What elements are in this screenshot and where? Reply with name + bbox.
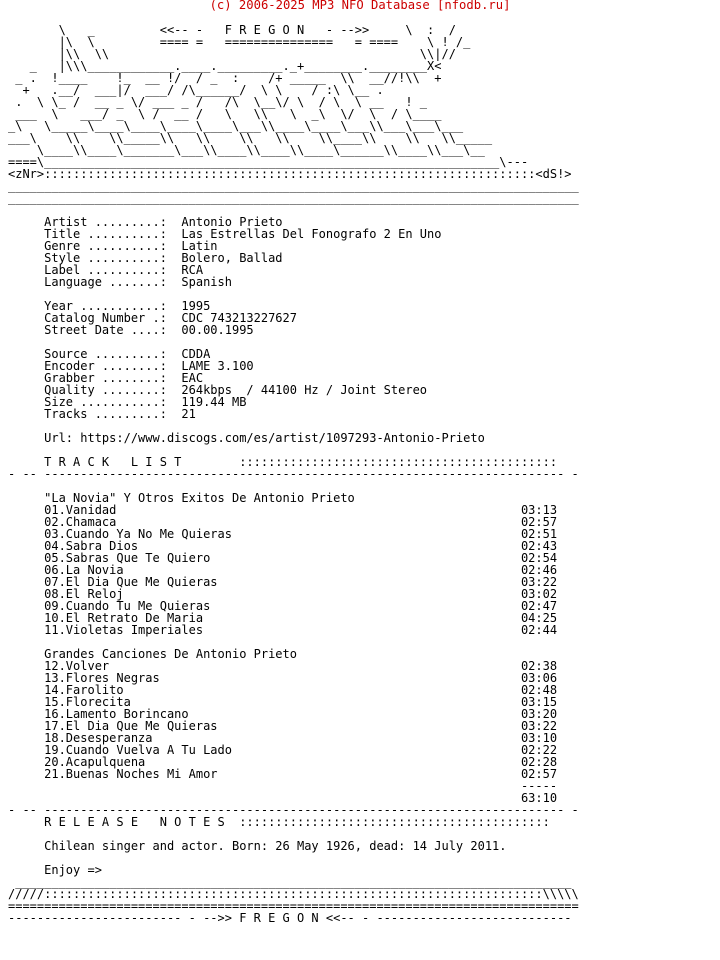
nfo-line: \ _ <<-- - F R E G O N - -->> \ : / [8,23,456,37]
nfo-line: 03.Cuando Ya No Me Quieras 02:51 [8,527,558,541]
nfo-line: ====\_______________________________________________________________\--- [8,155,529,169]
nfo-line: 21.Buenas Noches Mi Amor 02:57 [8,767,558,781]
nfo-line: 07.El Dia Que Me Quieras 03:22 [8,575,558,589]
nfo-line: 05.Sabras Que Te Quiero 02:54 [8,551,558,565]
nfo-line: 17.El Dia Que Me Quieras 03:22 [8,719,558,733]
nfo-line: 09.Cuando Tu Me Quieras 02:47 [8,599,558,613]
nfo-line: 63:10 [8,791,558,805]
nfo-line: 19.Cuando Vuelva A Tu Lado 02:22 [8,743,558,757]
nfo-line: _ . !____ !_ __ !/ / _ : /+ _____ \\ __//!\\ + [8,71,442,85]
nfo-line: Language .......: Spanish [8,275,232,289]
header-title: (c) 2006-2025 MP3 NFO Database [nfodb.ru] [209,0,511,12]
nfo-line: _______________________________________________________________________________ [8,179,579,193]
nfo-line: "La Novia" Y Otros Exitos De Antonio Prieto [8,491,355,505]
nfo-line: Url: https://www.discogs.com/es/artist/1097293-Antonio-Prieto [8,431,485,445]
nfo-line: Tracks .........: 21 [8,407,196,421]
nfo-line: 14.Farolito 02:48 [8,683,558,697]
nfo-line: 06.La Novia 02:46 [8,563,558,577]
nfo-line: <zNr>::::::::::::::::::::::::::::::::::::::::::::::::::::::::::::::::::::<dS!> [8,167,572,181]
nfo-line: ------------------------ - -->> F R E G O N <<-- - --------------------------- [8,911,572,925]
nfo-line: ___ \ ___/ _ \ / __ / \ \\ \ _\ \/ \ / \____ [8,107,442,121]
nfo-line: - -- ------------------------------------------------------------------------ - [8,803,579,817]
nfo-line: Catalog Number .: CDC 743213227627 [8,311,297,325]
nfo-line: |\\ \\ \\|// [8,47,456,61]
nfo-line: T R A C K L I S T :::::::::::::::::::::::::::::::::::::::::::: [8,455,558,469]
nfo-line: Title ..........: Las Estrellas Del Fonografo 2 En Uno [8,227,442,241]
nfo-line: Style ..........: Bolero, Ballad [8,251,283,265]
nfo-line: 20.Acapulquena 02:28 [8,755,558,769]
nfo-line: 04.Sabra Dios 02:43 [8,539,558,553]
nfo-line: 01.Vanidad 03:13 [8,503,558,517]
nfo-line: R E L E A S E N O T E S ::::::::::::::::::::::::::::::::::::::::::: [8,815,550,829]
nfo-line: ___\ \\ \\_____\\ \\ \\ \\ \\____\\ \\ \\_____ [8,131,493,145]
nfo-line: 10.El Retrato De Maria 04:25 [8,611,558,625]
nfo-line: . \ \_ / __ _ \/ ___ _ / /\ \__\/ \ / \ \ __ ! _ [8,95,428,109]
nfo-line: Enjoy => [8,863,102,877]
nfo-line: Year ...........: 1995 [8,299,211,313]
nfo-line: Source .........: CDDA [8,347,211,361]
nfo-text [8,12,579,924]
nfo-line: Grandes Canciones De Antonio Prieto [8,647,297,661]
nfo-line: Grabber ........: EAC [8,371,204,385]
nfo-line: + .__/ ___|/ ___/ /\______/ \ \ / :\ \__ . [8,83,384,97]
nfo-line: /////:::::::::::::::::::::::::::::::::::::::::::::::::::::::::::::::::::::\\\\\ [8,887,579,901]
nfo-line: Label ..........: RCA [8,263,204,277]
nfo-line: Encoder ........: LAME 3.100 [8,359,254,373]
nfo-line: _____________________________________________________________________________ [8,875,572,889]
nfo-line: \____\\____\_______\___\\____\\____\\____\______\\____\\___\__ [8,143,485,157]
nfo-line: - -- ------------------------------------------------------------------------ - [8,467,579,481]
nfo-line: 08.El Reloj 03:02 [8,587,558,601]
nfo-line: =============================================================================== [8,899,579,913]
nfo-line: ----- [8,779,558,793]
nfo-line: Street Date ....: 00.00.1995 [8,323,254,337]
nfo-line: 02.Chamaca 02:57 [8,515,558,529]
nfo-line: 13.Flores Negras 03:06 [8,671,558,685]
nfo-line: |\ \ ==== = =============== = ==== \ ! /_ [8,35,471,49]
nfo-line: _\ \_____\____\____\____\____\___\\____\____\___\\___\___\___ [8,119,464,133]
nfo-line: 16.Lamento Borincano 03:20 [8,707,558,721]
nfo-line: Size ...........: 119.44 MB [8,395,247,409]
nfo-line: _ |\\\____________.____._________._+________.________X< [8,59,442,73]
nfo-line: Chilean singer and actor. Born: 26 May 1926, dead: 14 July 2011. [8,839,507,853]
nfo-line: 12.Volver 02:38 [8,659,558,673]
nfo-line: 15.Florecita 03:15 [8,695,558,709]
nfo-line: _______________________________________________________________________________ [8,191,579,205]
nfo-line: Artist .........: Antonio Prieto [8,215,283,229]
nfo-line: 18.Desesperanza 03:10 [8,731,558,745]
nfo-line: Genre ..........: Latin [8,239,218,253]
nfo-line: Quality ........: 264kbps / 44100 Hz / Joint Stereo [8,383,428,397]
nfo-line: 11.Violetas Imperiales 02:44 [8,623,558,637]
